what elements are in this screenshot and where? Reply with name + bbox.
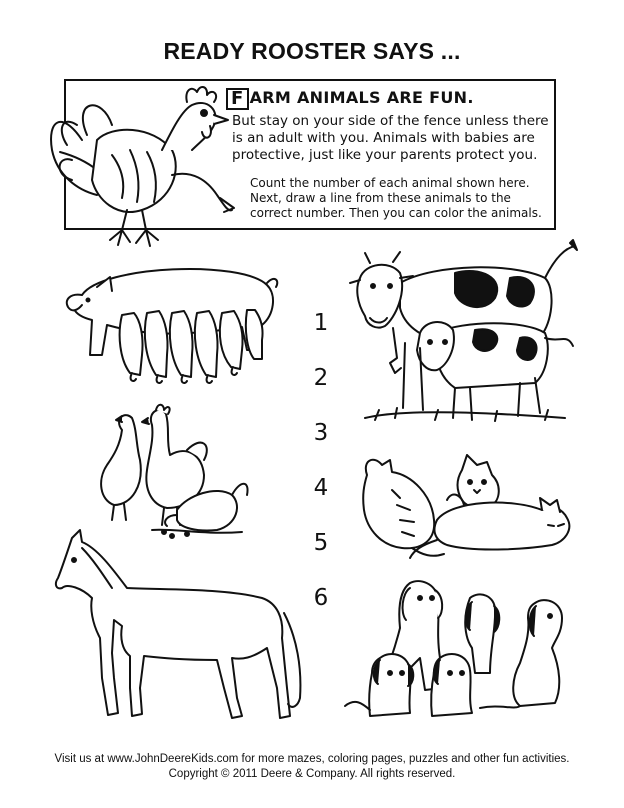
number-2: 2 (313, 365, 329, 391)
info-box-heading (226, 88, 474, 110)
page-title: READY ROOSTER SAYS ... (163, 38, 461, 64)
footer (0, 752, 624, 782)
pig-with-piglets-illustration (62, 255, 284, 395)
dogs-illustration (340, 578, 580, 733)
number-1: 1 (313, 310, 329, 336)
cows-illustration (345, 238, 580, 448)
rooster-illustration (42, 80, 242, 255)
number-6: 6 (313, 585, 329, 611)
number-4: 4 (313, 475, 329, 501)
cats-illustration (352, 450, 582, 570)
heading-text: ARM ANIMALS ARE FUN. (249, 88, 474, 107)
footer-copyright-line: Copyright © 2011 Deere & Company. All rights reserved. (168, 768, 456, 780)
number-3: 3 (313, 420, 329, 446)
number-5: 5 (313, 530, 329, 556)
instructions-paragraph: Count the number of each animal shown here. Next, draw a line from these animals to the correct number. Then you can color the animals. (250, 176, 542, 220)
footer-website-line: Visit us at www.JohnDeereKids.com for more mazes, coloring pages, puzzles and other fun activities. (54, 753, 570, 765)
safety-paragraph: But stay on your side of the fence unless there is an adult with you. Animals with babies are protective, just like your parents protect you. (232, 113, 549, 163)
heading-drop-cap: F (226, 88, 249, 110)
horse-illustration (52, 528, 314, 733)
